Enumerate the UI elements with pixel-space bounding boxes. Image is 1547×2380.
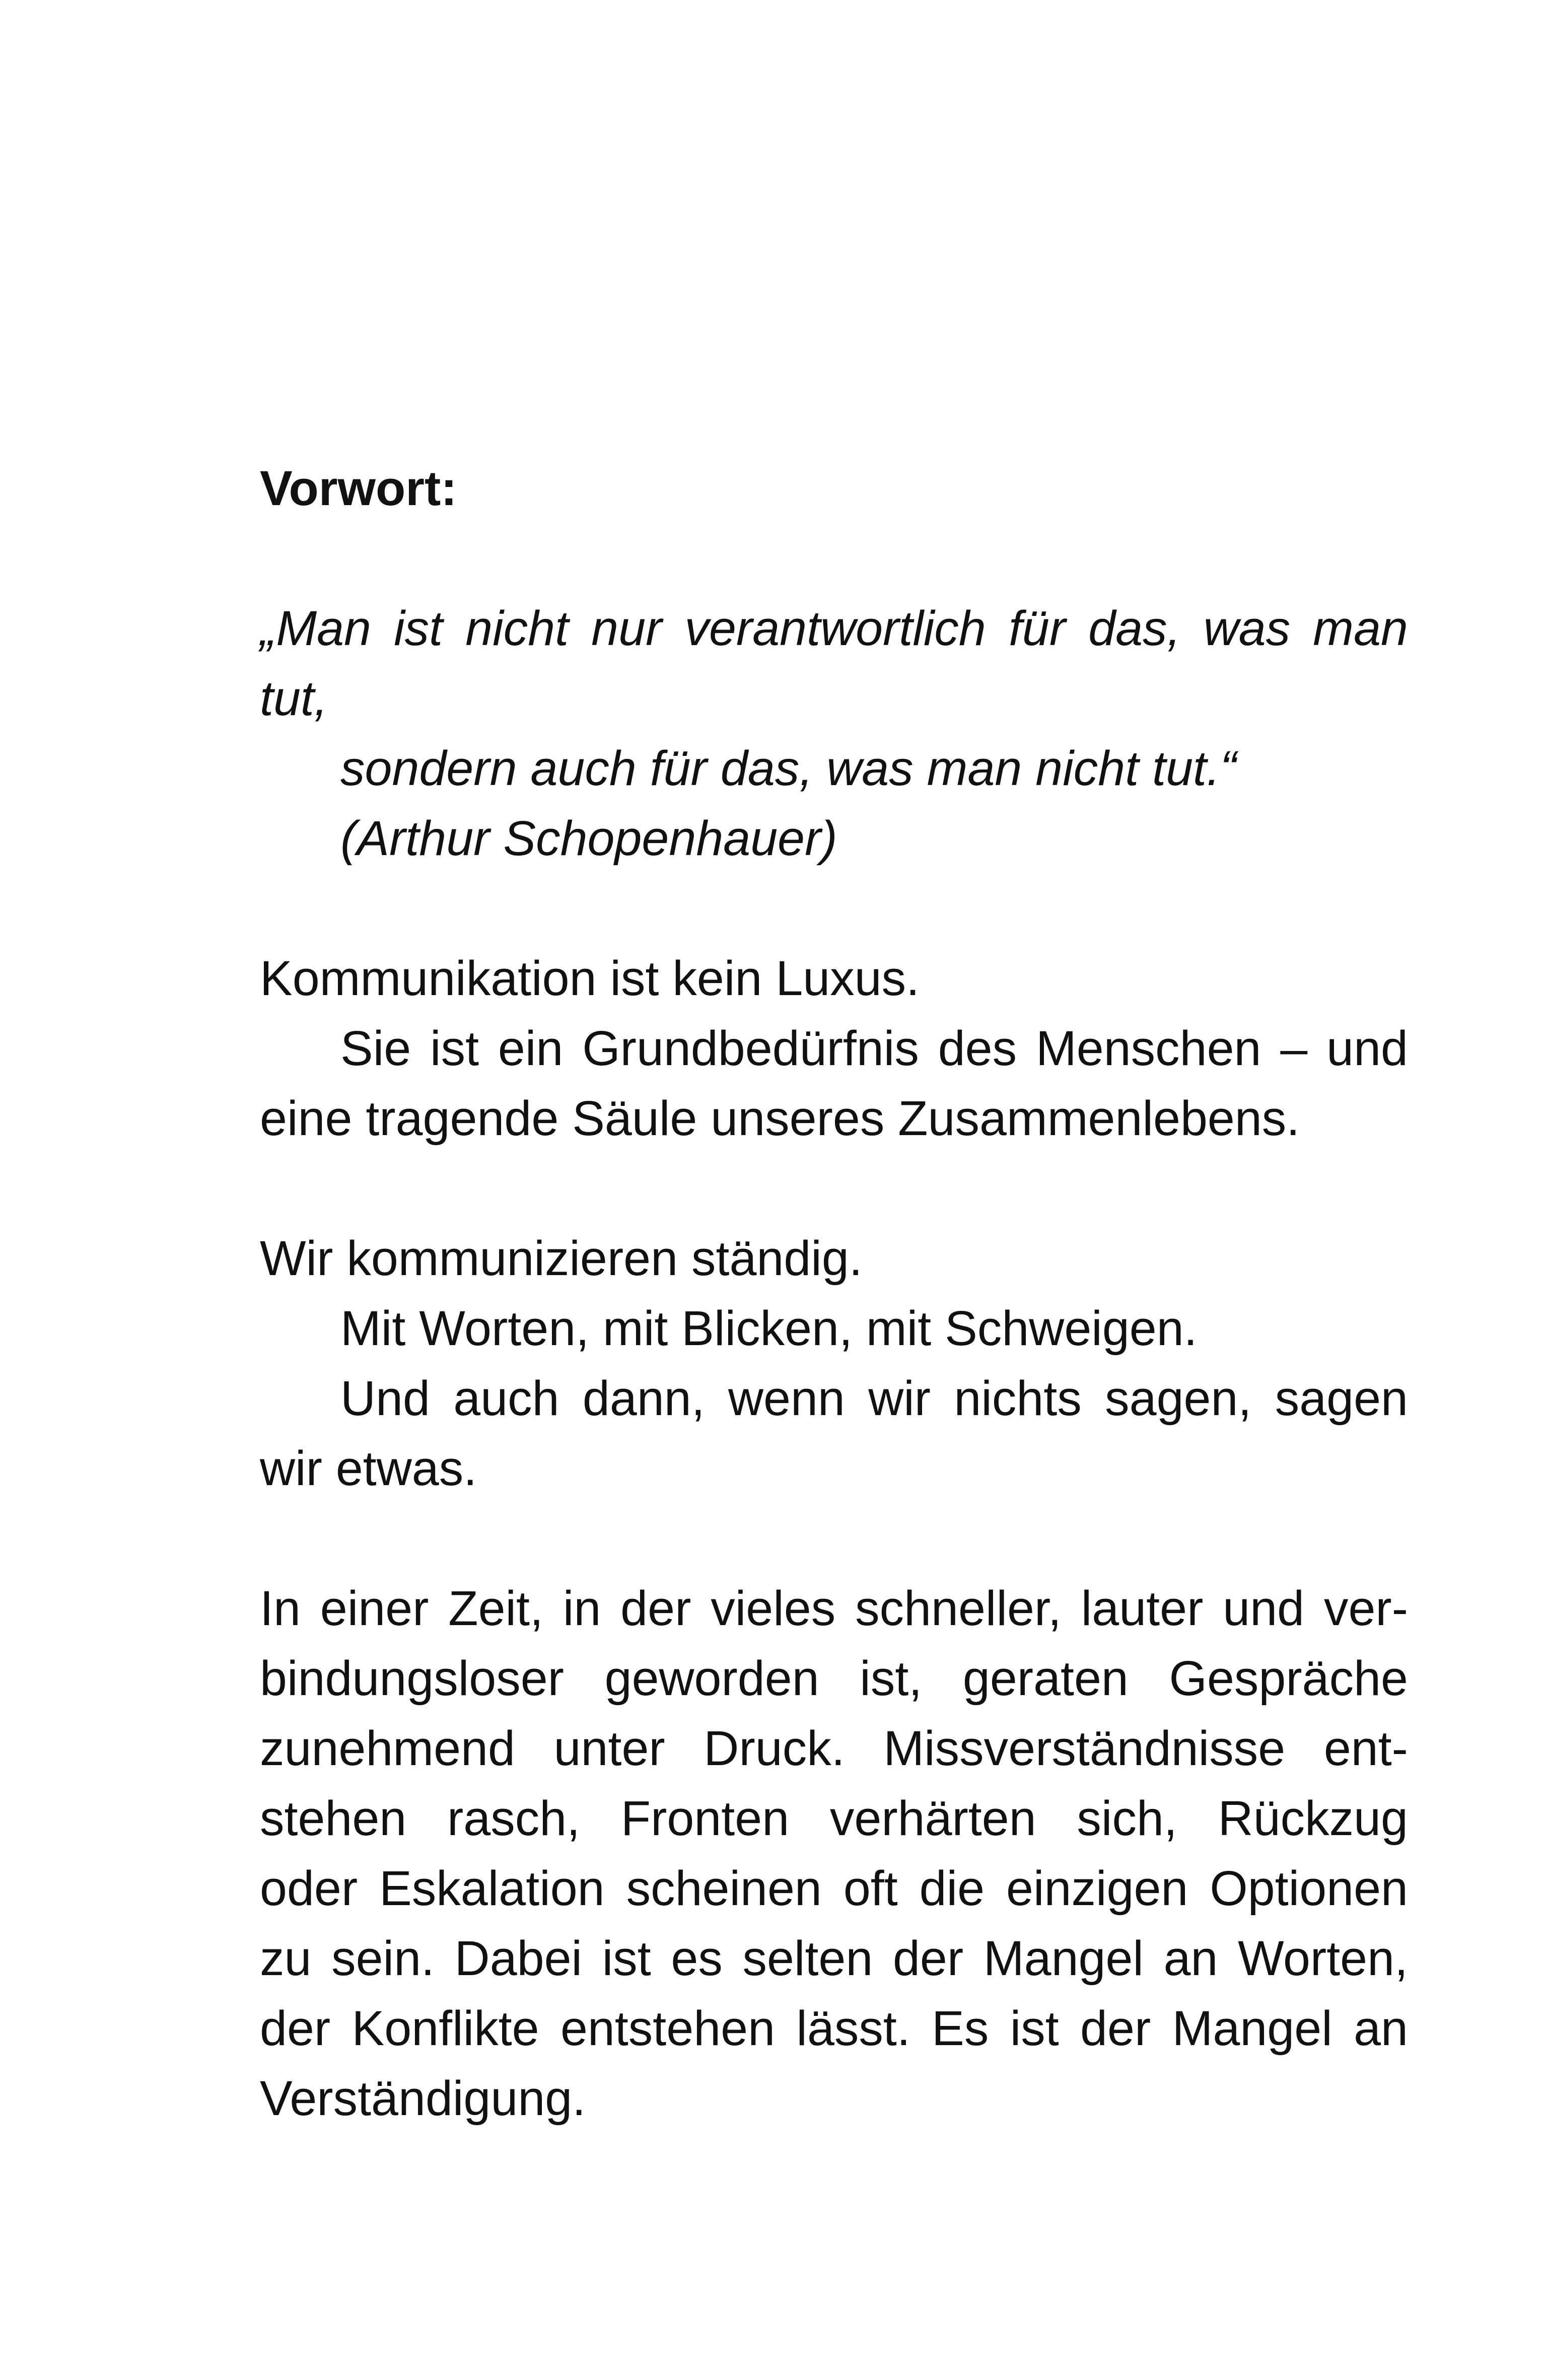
paragraph-line: In einer Zeit, in der vieles schneller, lauter und ver- [260,1581,1408,1636]
paragraph-line: Wir kommunizieren ständig. [260,1231,863,1286]
spacer [260,873,1408,943]
paragraph-line: Mit Worten, mit Blicken, mit Schweigen. [340,1301,1198,1356]
paragraph-1 [260,943,1408,1153]
paragraph-line: zu sein. Dabei ist es selten der Mangel an Worten, [260,1931,1408,1986]
spacer [260,1503,1408,1573]
paragraph-2 [260,1223,1408,1503]
paragraph-line: Verständigung. [260,2071,586,2126]
page-content [260,453,1408,2133]
paragraph-line: Sie ist ein Grundbedürfnis des Menschen – und [340,1021,1408,1076]
paragraph-line: der Konflikte entstehen lässt. Es ist der Mangel an [260,2001,1408,2056]
quote-author: (Arthur Schopenhauer) [340,811,837,866]
paragraph-line: bindungsloser geworden ist, geraten Gespräche [260,1651,1408,1706]
quote-line: „Man ist nicht nur verantwortlich für das, was man [260,601,1408,656]
paragraph-line: wir etwas. [260,1441,477,1496]
paragraph-line: Kommunikation ist kein Luxus. [260,951,920,1006]
paragraph-3 [260,1573,1408,2133]
paragraph-line: stehen rasch, Fronten verhärten sich, Rückzug [260,1791,1408,1846]
paragraph-line: Und auch dann, wenn wir nichts sagen, sagen [340,1371,1408,1426]
spacer [260,1153,1408,1223]
page-heading: Vorwort: [260,461,457,516]
paragraph-line: oder Eskalation scheinen oft die einzigen Optionen [260,1861,1408,1916]
quote-block [260,593,1408,873]
paragraph-line: eine tragende Säule unseres Zusammenlebens. [260,1091,1300,1146]
paragraph-line: zunehmend unter Druck. Missverständnisse ent- [260,1721,1408,1776]
quote-line: tut, [260,671,328,726]
quote-line: sondern auch für das, was man nicht tut.“ [340,741,1237,796]
spacer [260,523,1408,593]
